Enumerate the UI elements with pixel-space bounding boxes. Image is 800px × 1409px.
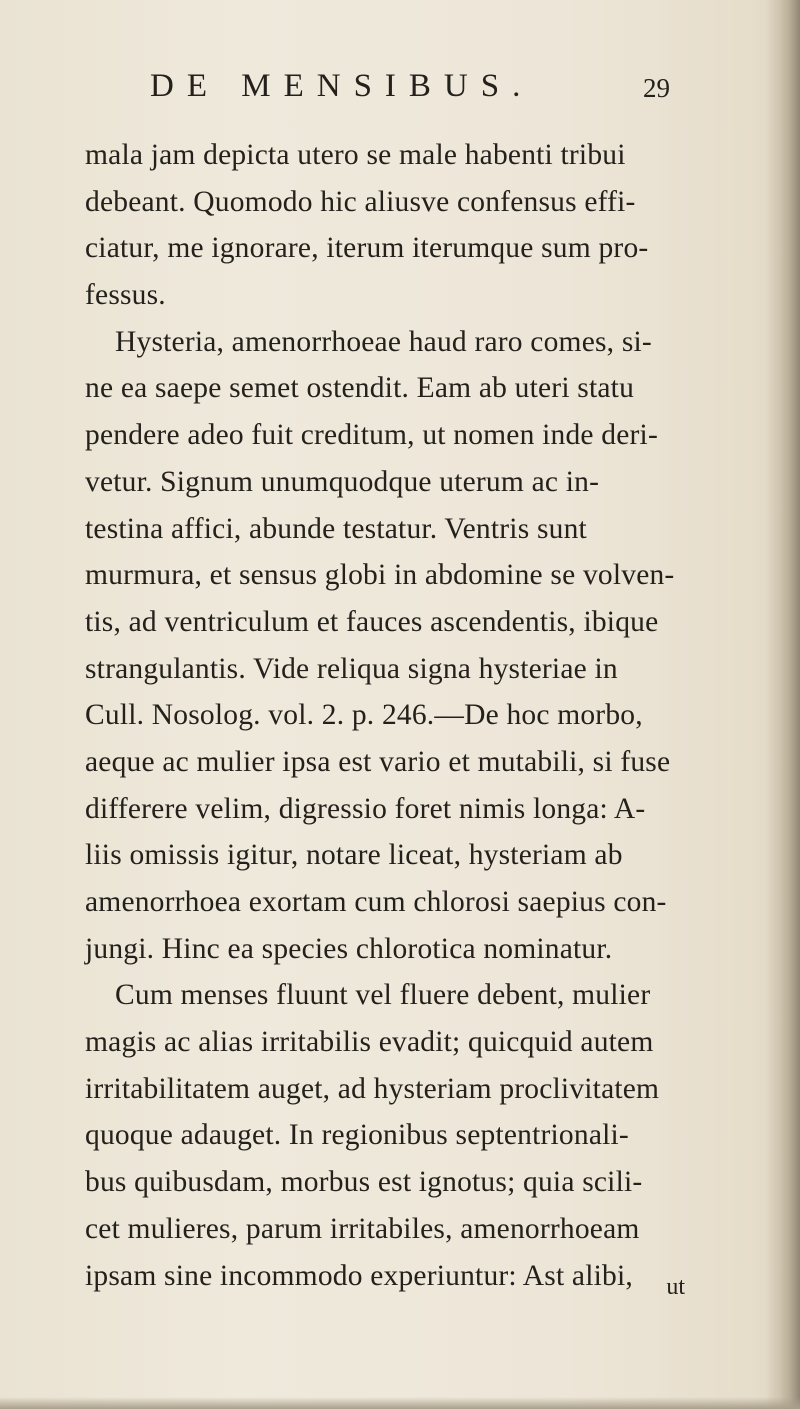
text-line: liis omissis igitur, notare liceat, hysteriam ab [85, 839, 623, 872]
text-line: murmura, et sensus globi in abdomine se volven- [85, 559, 675, 592]
text-line: ciatur, me ignorare, iterum iterumque sum pro- [85, 232, 649, 265]
page-header [150, 66, 670, 116]
text-line: vetur. Signum unumquodque uterum ac in- [85, 465, 600, 498]
text-line: ne ea saepe semet ostendit. Eam ab uteri statu [85, 372, 635, 405]
text-line: quoque adauget. In regionibus septentrionali- [85, 1119, 629, 1152]
body-text [85, 132, 685, 1299]
text-line: mala jam depicta utero se male habenti tribui [85, 139, 626, 171]
text-line: magis ac alias irritabilis evadit; quicquid autem [85, 1026, 654, 1059]
running-title: DE MENSIBUS. [150, 68, 534, 104]
text-line: Cull. Nosolog. vol. 2. p. 246.—De hoc morbo, [85, 699, 643, 732]
page-number: 29 [643, 73, 670, 103]
text-line: cet mulieres, parum irritabiles, amenorrhoeam [85, 1212, 640, 1245]
text-line: pendere adeo fuit creditum, ut nomen inde deri- [85, 419, 658, 452]
catchword: ut [666, 1274, 685, 1300]
text-line: Cum menses fluunt vel fluere debent, mulier [115, 979, 651, 1012]
text-line: jungi. Hinc ea species chlorotica nominatur. [85, 932, 613, 965]
text-line: aeque ac mulier ipsa est vario et mutabili, si fuse [85, 745, 671, 778]
text-line: tis, ad ventriculum et fauces ascendentis, ibique [85, 605, 659, 638]
text-line: ipsam sine incommodo experiuntur: Ast alibi, [85, 1259, 633, 1292]
text-line: differere velim, digressio foret nimis longa: A- [85, 792, 646, 825]
text-line: fessus. [85, 279, 166, 312]
text-line: Hysteria, amenorrhoeae haud raro comes, si- [115, 325, 652, 358]
text-line: testina affici, abunde testatur. Ventris sunt [85, 512, 587, 545]
text-line: debeant. Quomodo hic aliusve confensus effi- [85, 185, 636, 218]
text-line: amenorrhoea exortam cum chlorosi saepius con- [85, 886, 667, 918]
page-bottom-shadow [0, 1397, 800, 1409]
text-line: irritabilitatem auget, ad hysteriam proclivitatem [85, 1072, 660, 1105]
text-line: strangulantis. Vide reliqua signa hysteriae in [85, 652, 618, 685]
page-edge-shadow [766, 0, 800, 1409]
text-line: bus quibusdam, morbus est ignotus; quia scili- [85, 1166, 643, 1199]
